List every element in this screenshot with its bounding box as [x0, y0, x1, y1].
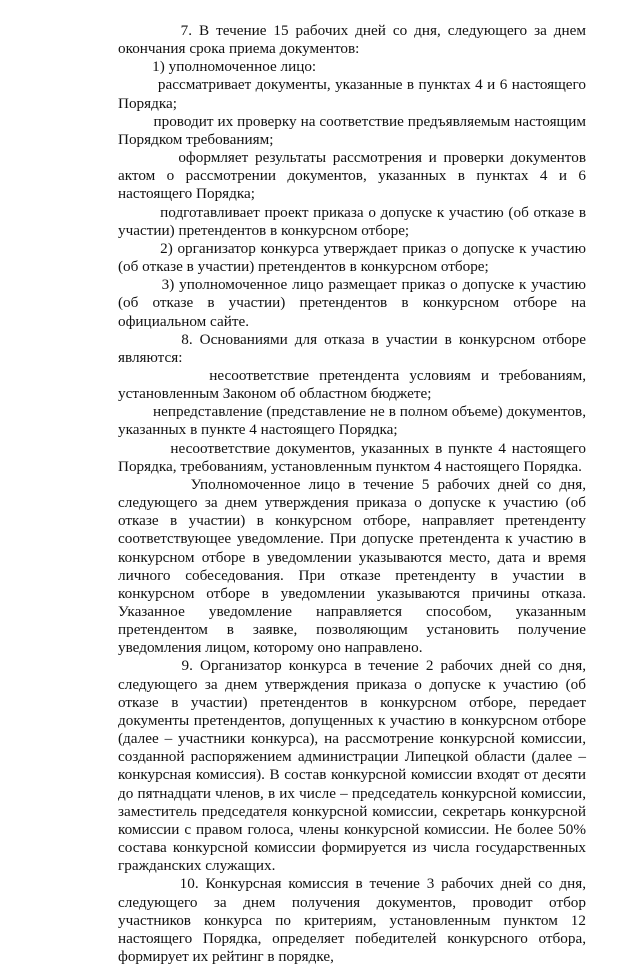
- paragraph-check-documents: проводит их проверку на соответствие предъявляемым настоящим Порядком требованиям;: [118, 112, 586, 148]
- paragraph-8: 8. Основаниями для отказа в участии в конкурсном отборе являются:: [118, 330, 586, 366]
- paragraph-8-noncompliance: несоответствие претендента условиям и требованиям, установленным Законом об областном бюджете;: [118, 366, 586, 403]
- paragraph-8-nonsubmission: непредставление (представление не в полном объеме) документов, указанных в пункте 4 настоящего Порядка;: [118, 403, 586, 439]
- paragraph-notification: Уполномоченное лицо в течение 5 рабочих дней со дня, следующего за днем утверждения приказа о допуске к участию (об отказе в участии) в конкурсном отборе, направляет претенденту соответствующее уведомление. При допуске претендента к участию в конкурсном отборе в уведомлении указываются место, дата и время личного собеседования. При отказе претенденту в участии в конкурсном отборе в уведомлении указываются причины отказа. Указанное уведомление направляется способом, указанным претендентом в заявке, позволяющим установить получение уведомления лицом, которому оно направлено.: [118, 475, 586, 657]
- document-page: [118, 22, 586, 966]
- paragraph-7-1: 1) уполномоченное лицо:: [118, 58, 317, 76]
- paragraph-8-document-mismatch: несоответствие документов, указанных в пункте 4 настоящего Порядка, требованиям, установленным пунктом 4 настоящего Порядка.: [118, 439, 586, 475]
- paragraph-7-3: 3) уполномоченное лицо размещает приказ о допуске к участию (об отказе в участии) претендентов в конкурсном отборе на официальном сайте.: [118, 276, 586, 330]
- paragraph-9: 9. Организатор конкурса в течение 2 рабочих дней со дня, следующего за днем утверждения приказа о допуске к участию (об отказе в участии) претендентов в конкурсном отборе, передает документы претендентов, допущенных к участию в конкурсном отборе (далее – участники конкурса), на рассмотрение конкурсной комиссии, созданной распоряжением администрации Липецкой области (далее – конкурсная комиссия). В состав конкурсной комиссии входят от десяти до пятнадцати членов, в их числе – председатель конкурсной комиссии, заместитель председателя конкурсной комиссии, секретарь конкурсной комиссии с правом голоса, члены конкурсной комиссии. Не более 50% состава конкурсной комиссии формируется из числа государственных гражданских служащих.: [118, 657, 586, 875]
- paragraph-draft-order: подготавливает проект приказа о допуске к участию (об отказе в участии) претендентов в конкурсном отборе;: [118, 203, 586, 239]
- paragraph-act-results: оформляет результаты рассмотрения и проверки документов актом о рассмотрении документов, указанных в пунктах 4 и 6 настоящего Порядка;: [118, 149, 586, 203]
- paragraph-10: 10. Конкурсная комиссия в течение 3 рабочих дней со дня, следующего за днем получения документов, проводит отбор участников конкурса по критериям, установленным пунктом 12 настоящего Порядка, определяет победителей конкурсного отбора, формирует их рейтинг в порядке,: [118, 875, 586, 965]
- paragraph-7: 7. В течение 15 рабочих дней со дня, следующего за днем окончания срока приема документов:: [118, 22, 586, 58]
- paragraph-7-2: 2) организатор конкурса утверждает приказ о допуске к участию (об отказе в участии) претендентов в конкурсном отборе;: [118, 239, 586, 276]
- paragraph-review-documents: рассматривает документы, указанные в пунктах 4 и 6 настоящего Порядка;: [118, 76, 586, 112]
